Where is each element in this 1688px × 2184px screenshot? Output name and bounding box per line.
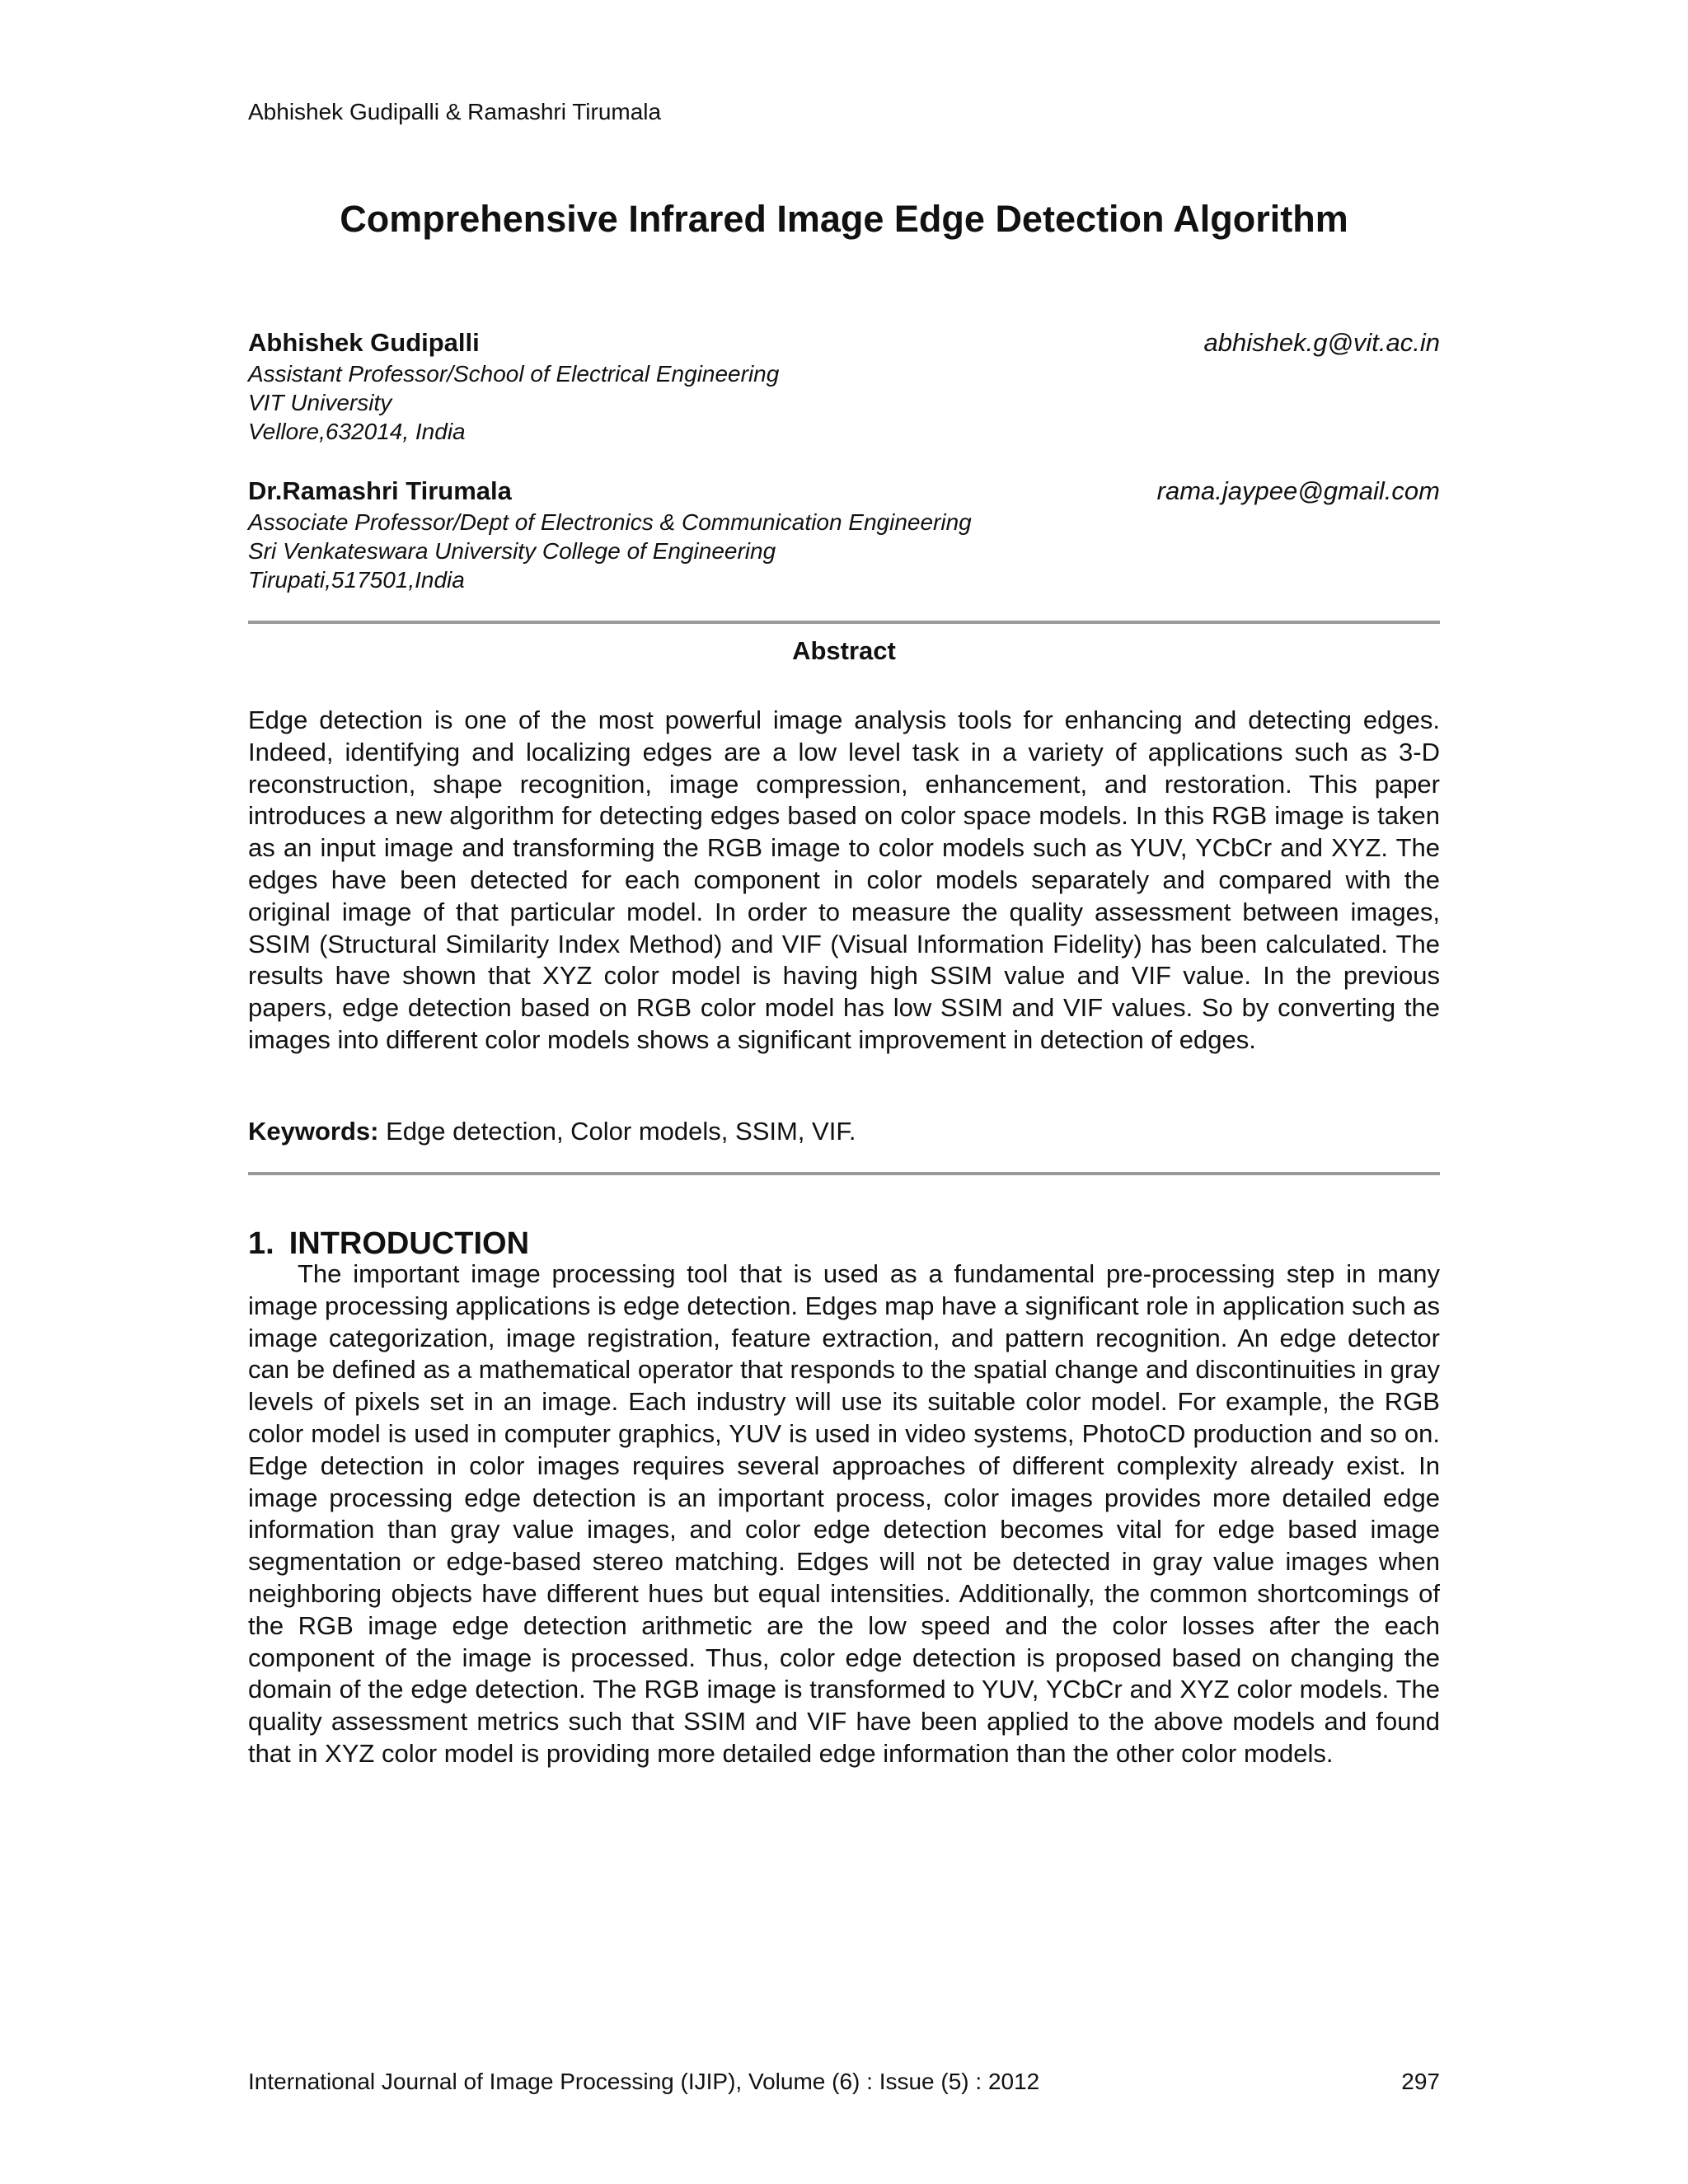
section-number: 1. xyxy=(248,1226,274,1261)
affiliation-line: Assistant Professor/School of Electrical Engineering xyxy=(248,361,780,387)
affiliation-line: Associate Professor/Dept of Electronics & Communication Engineering xyxy=(248,509,972,535)
author-email[interactable]: rama.jaypee@gmail.com xyxy=(1156,476,1440,505)
author-block-1 xyxy=(248,326,1440,446)
author-email[interactable]: abhishek.g@vit.ac.in xyxy=(1203,328,1440,357)
affiliation-line: VIT University xyxy=(248,390,392,415)
abstract-text: Edge detection is one of the most powerful image analysis tools for enhancing and detecting edges. Indeed, identifying and localizing edges are a low level task in a variety of applications such as 3-D reconstruction, shape recognition, image compression, enhancement, and restoration. This paper introduces a new algorithm for detecting edges based on color space models. In this RGB image is taken as an input image and transforming the RGB image to color models such as YUV, YCbCr and XYZ. The edges have been detected for each component in color models separately and compared with the original image of that particular model. In order to measure the quality assessment between images, SSIM (Structural Similarity Index Method) and VIF (Visual Information Fidelity) has been calculated. The results have shown that XYZ color model is having high SSIM value and VIF value. In the previous papers, edge detection based on RGB color model has low SSIM and VIF values. So by converting the images into different color models shows a significant improvement in detection of edges. xyxy=(248,705,1440,1054)
affiliation-line: Vellore,632014, India xyxy=(248,419,466,444)
affiliation-line: Sri Venkateswara University College of Engineering xyxy=(248,538,776,564)
section-heading-introduction xyxy=(248,1226,529,1262)
author-name: Abhishek Gudipalli xyxy=(248,328,480,357)
section-title: INTRODUCTION xyxy=(288,1226,530,1261)
affiliation-line: Tirupati,517501,India xyxy=(248,567,465,593)
author-name: Dr.Ramashri Tirumala xyxy=(248,476,512,505)
divider-bottom xyxy=(248,1172,1440,1175)
abstract-heading: Abstract xyxy=(792,636,896,665)
divider-top xyxy=(248,621,1440,624)
keywords-label: Keywords: xyxy=(248,1117,379,1146)
author-block-2 xyxy=(248,475,1440,594)
paper-title: Comprehensive Infrared Image Edge Detection Algorithm xyxy=(340,198,1348,240)
keywords xyxy=(248,1116,1440,1147)
keywords-text: Edge detection, Color models, SSIM, VIF. xyxy=(386,1117,856,1146)
footer-page-number: 297 xyxy=(1401,2069,1440,2094)
introduction-text: The important image processing tool that is used as a fundamental pre-processing step in many image processing applications is edge detection. Edges map have a significant role in application such as image categorization, image registration, feature extraction, and pattern recognition. An edge detector can be defined as a mathematical operator that responds to the spatial change and discontinuities in gray levels of pixels set in an image. Each industry will use its suitable color model. For example, the RGB color model is used in computer graphics, YUV is used in video systems, PhotoCD production and so on. Edge detection in color images requires several approaches of different complexity already exist. In image processing edge detection is an important process, color images provides more detailed edge information than gray value images, and color edge detection becomes vital for edge based image segmentation or edge-based stereo matching. Edges will not be detected in gray value images when neighboring objects have different hues but equal intensities. Additionally, the common shortcomings of the RGB image edge detection arithmetic are the low speed and the color losses after the each component of the image is processed. Thus, color edge detection is proposed based on changing the domain of the edge detection. The RGB image is transformed to YUV, YCbCr and XYZ color models. The quality assessment metrics such that SSIM and VIF have been applied to the above models and found that in XYZ color model is providing more detailed edge information than the other color models. xyxy=(248,1259,1440,1768)
footer-journal: International Journal of Image Processing (IJIP), Volume (6) : Issue (5) : 2012 xyxy=(248,2069,1040,2094)
running-head: Abhishek Gudipalli & Ramashri Tirumala xyxy=(248,99,662,124)
